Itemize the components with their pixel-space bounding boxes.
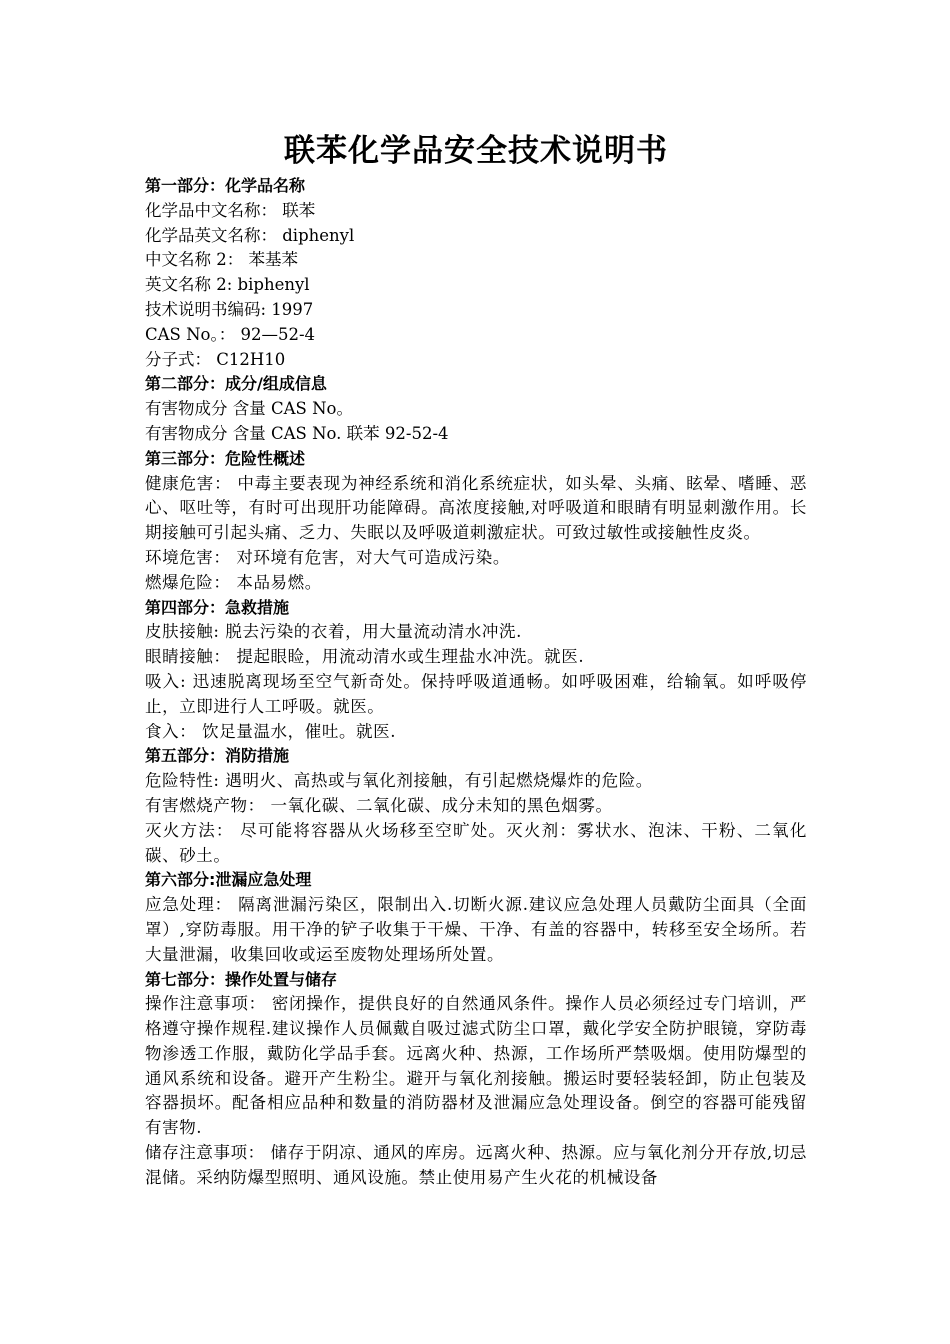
skin-contact-paragraph: 皮肤接触: 脱去污染的衣着，用大量流动清水冲洗. [145,622,522,642]
handling-precautions-paragraph: 操作注意事项： 密闭操作，提供良好的自然通风条件。操作人员必须经过专门培训，严格遵守操作规程.建议操作人员佩戴自吸过滤式防尘口罩，戴化学安全防护眼镜，穿防毒物渗透工作服，戴防化学品手套。远离火种、热源，工作场所严禁吸烟。使用防爆型的通风系统和设备。避开产生粉尘。避开与氧化剂接触。搬运时要轻装轻卸，防止包装及容器损坏。配备相应品种和数量的消防器材及泄漏应急处理设备。倒空的容器可能残留有害物. [145,994,807,1138]
combustion-products-paragraph: 有害燃烧产物： 一氧化碳、二氧化碳、成分未知的黑色烟雾。 [145,795,613,815]
cas-number-line: CAS No。： 92—52-4 [145,324,316,344]
chinese-name-line: 化学品中文名称： 联苯 [145,200,316,220]
section-heading: 第一部分：化学品名称 [145,176,306,195]
section-6 [145,868,807,967]
section-4 [145,596,807,745]
section-2 [145,372,807,446]
english-name-line: 化学品英文名称： diphenyl [145,225,355,245]
emergency-response-paragraph: 应急处理： 隔离泄漏污染区，限制出入.切断火源.建议应急处理人员戴防尘面具（全面罩）,穿防毒服。用干净的铲子收集于干燥、干净、有盖的容器中，转移至安全场所。若大量泄漏，收集回收或运至废物处理场所处置。 [145,895,807,964]
section-1 [145,174,807,372]
chinese-name-2-line: 中文名称 2： 苯基苯 [145,250,298,270]
spec-code-line: 技术说明书编码: 1997 [145,299,314,319]
environment-hazard-paragraph: 环境危害： 对环境有危害，对大气可造成污染。 [145,547,510,567]
section-heading: 第三部分：危险性概述 [145,448,306,468]
section-5 [145,744,807,868]
section-heading: 第七部分：操作处置与储存 [145,969,338,989]
section-heading: 第二部分：成分/组成信息 [145,374,327,394]
storage-precautions-paragraph: 储存注意事项： 储存于阴凉、通风的库房。远离火种、热源。应与氧化剂分开存放,切忌混储。采纳防爆型照明、通风设施。禁止使用易产生火花的机械设备 [145,1143,807,1187]
section-7 [145,968,807,1191]
eye-contact-paragraph: 眼睛接触： 提起眼睑，用流动清水或生理盐水冲洗。就医. [145,647,585,667]
health-hazard-paragraph: 健康危害： 中毒主要表现为神经系统和消化系统症状，如头晕、头痛、眩晕、嗜睡、恶心、呕吐等，有时可出现肝功能障碍。高浓度接触,对呼吸道和眼睛有明显刺激作用。长期接触可引起头痛、乏力、失眠以及呼吸道刺激症状。可致过敏性或接触性皮炎。 [145,473,807,543]
extinguishing-method-paragraph: 灭火方法： 尽可能将容器从火场移至空旷处。灭火剂：雾状水、泡沫、干粉、二氧化碳、砂土。 [145,820,807,865]
composition-header-line: 有害物成分 含量 CAS No。 [145,399,353,419]
hazard-properties-paragraph: 危险特性: 遇明火、高热或与氧化剂接触，有引起燃烧爆炸的危险。 [145,771,653,791]
section-heading: 第五部分：消防措施 [145,746,290,766]
section-heading: 第四部分：急救措施 [145,597,290,617]
formula-line: 分子式： C12H10 [145,349,286,369]
section-3 [145,447,807,596]
ingestion-paragraph: 食入： 饮足量温水，催吐。就医. [145,721,397,741]
composition-row-line: 有害物成分 含量 CAS No. 联苯 92-52-4 [145,423,449,443]
document-page [145,128,807,1191]
document-title: 联苯化学品安全技术说明书 [284,133,668,169]
english-name-2-line: 英文名称 2: biphenyl [145,275,310,295]
fire-hazard-paragraph: 燃爆危险： 本品易燃。 [145,572,322,592]
section-heading: 第六部分:泄漏应急处理 [145,870,312,890]
inhalation-paragraph: 吸入: 迅速脱离现场至空气新奇处。保持呼吸道通畅。如呼吸困难，给输氧。如呼吸停止，立即进行人工呼吸。就医。 [145,671,807,716]
